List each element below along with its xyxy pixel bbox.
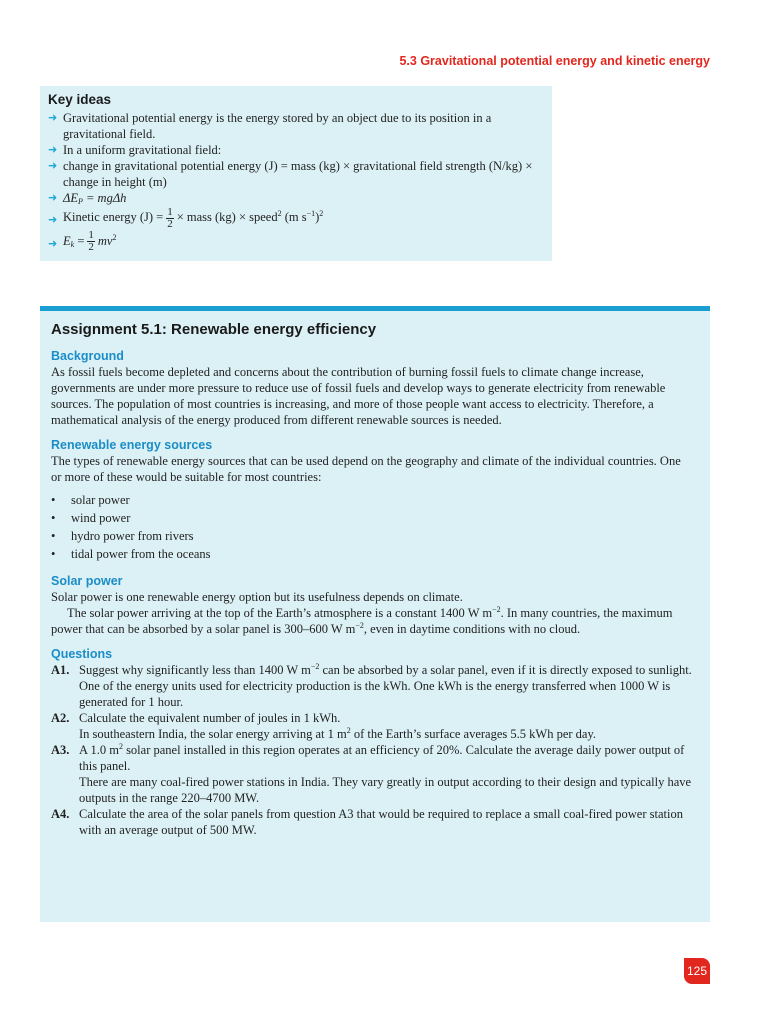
question-a2: A2. Calculate the equivalent number of joules in 1 kWh. [51, 711, 341, 725]
solar-heading: Solar power [51, 574, 123, 588]
running-head: 5.3 Gravitational potential energy and kinetic energy [399, 54, 710, 68]
key-ideas-list [48, 110, 542, 253]
question-a3: A3. A 1.0 $m^2$ solar panel installed in this region operates at an efficiency of 20%. Calculate the average daily power output of this panel. [51, 742, 685, 773]
background-section [51, 348, 694, 428]
key-idea-item: ➜ change in gravitational potential energy (J) = mass (kg) × gravitational field strength (N/kg) × change in height (m) [48, 159, 533, 189]
solar-section [51, 573, 694, 637]
list-item: • solar power [51, 491, 694, 509]
arrow-right-icon: ➜ [48, 236, 58, 250]
background-text: As fossil fuels become depleted and concerns about the contribution of burning fossil fuels to climate change increase, governments are under more pressure to reduce use of fossil fuels and develop ways to generate electricity from renewable sources. The population of most countries is increasing, and more of those people want access to electricity. Therefore, a mathematical analysis of the energy produced from different renewable sources is needed. [51, 365, 666, 427]
questions-section [51, 646, 694, 838]
arrow-right-icon: ➜ [48, 159, 58, 172]
renewable-list [51, 491, 694, 563]
solar-text-2: The solar power arriving at the top of the Earth’s atmosphere is a constant 1400 W $m^{-2}$. In many countries, the maximum power that can be absorbed by a solar panel is 300–600 W $m^{-2}$, even in daytime conditions with no cloud. [51, 605, 673, 636]
question-a1: A1. Suggest why significantly less than 1400 W $m^{-2}$ can be absorbed by a solar panel, even if it is directly exposed to sunlight. [51, 662, 692, 677]
renewable-heading: Renewable energy sources [51, 438, 213, 452]
list-item: • wind power [51, 509, 694, 527]
page-number-badge: 125 [684, 958, 710, 984]
arrow-right-icon: ➜ [48, 191, 58, 204]
question-note-1: One of the energy units used for electricity production is the kWh. One kWh is the energy transferred when 1000 W is generated for 1 hour. [79, 679, 671, 709]
renewable-section [51, 437, 694, 563]
key-idea-equation-ke: ➜ Kinetic energy (J) = $\frac{1}{2}$ × mass (kg) × speed$^2$ (m $s^{-1})^2$ [48, 205, 324, 230]
assignment-box [40, 306, 710, 922]
key-idea-item: ➜ Gravitational potential energy is the energy stored by an object due to its position in a gravitational field. [48, 111, 492, 141]
list-item: • hydro power from rivers [51, 527, 694, 545]
renewable-text: The types of renewable energy sources that can be used depend on the geography and climate of the individual countries. One or more of these would be suitable for most countries: [51, 454, 681, 484]
arrow-right-icon: ➜ [48, 213, 58, 226]
list-item: • tidal power from the oceans [51, 545, 694, 563]
question-note-2: In southeastern India, the solar energy arriving at 1 $m^2$ of the Earth’s surface averages 5.5 kWh per day. [79, 726, 597, 741]
key-ideas-title: Key ideas [48, 92, 112, 107]
fraction-half: $\frac{1}{2}$ [167, 205, 173, 230]
fraction-half: $\frac{1}{2}$ [88, 229, 94, 254]
solar-text-1: Solar power is one renewable energy option but its usefulness depends on climate. [51, 590, 463, 604]
key-idea-equation-ep: ➜ $\Delta E_P = mg\Delta h$ [48, 191, 127, 206]
arrow-right-icon: ➜ [48, 111, 58, 124]
arrow-right-icon: ➜ [48, 143, 58, 156]
key-idea-item: ➜ In a uniform gravitational field: [48, 143, 222, 157]
key-idea-equation-ek: ➜ $E_k$ = $\frac{1}{2}$ $mv^2$ [48, 229, 117, 254]
question-note-3: There are many coal-fired power stations in India. They vary greatly in output according to their design and typically have outputs in the range 220–4700 MW. [79, 775, 692, 805]
question-a4: A4. Calculate the area of the solar panels from question A3 that would be required to replace a small coal-fired power station with an average output of 500 MW. [51, 807, 683, 837]
key-ideas-box [40, 86, 552, 261]
assignment-title: Assignment 5.1: Renewable energy efficiency [51, 321, 377, 338]
background-heading: Background [51, 349, 124, 363]
questions-heading: Questions [51, 647, 113, 661]
